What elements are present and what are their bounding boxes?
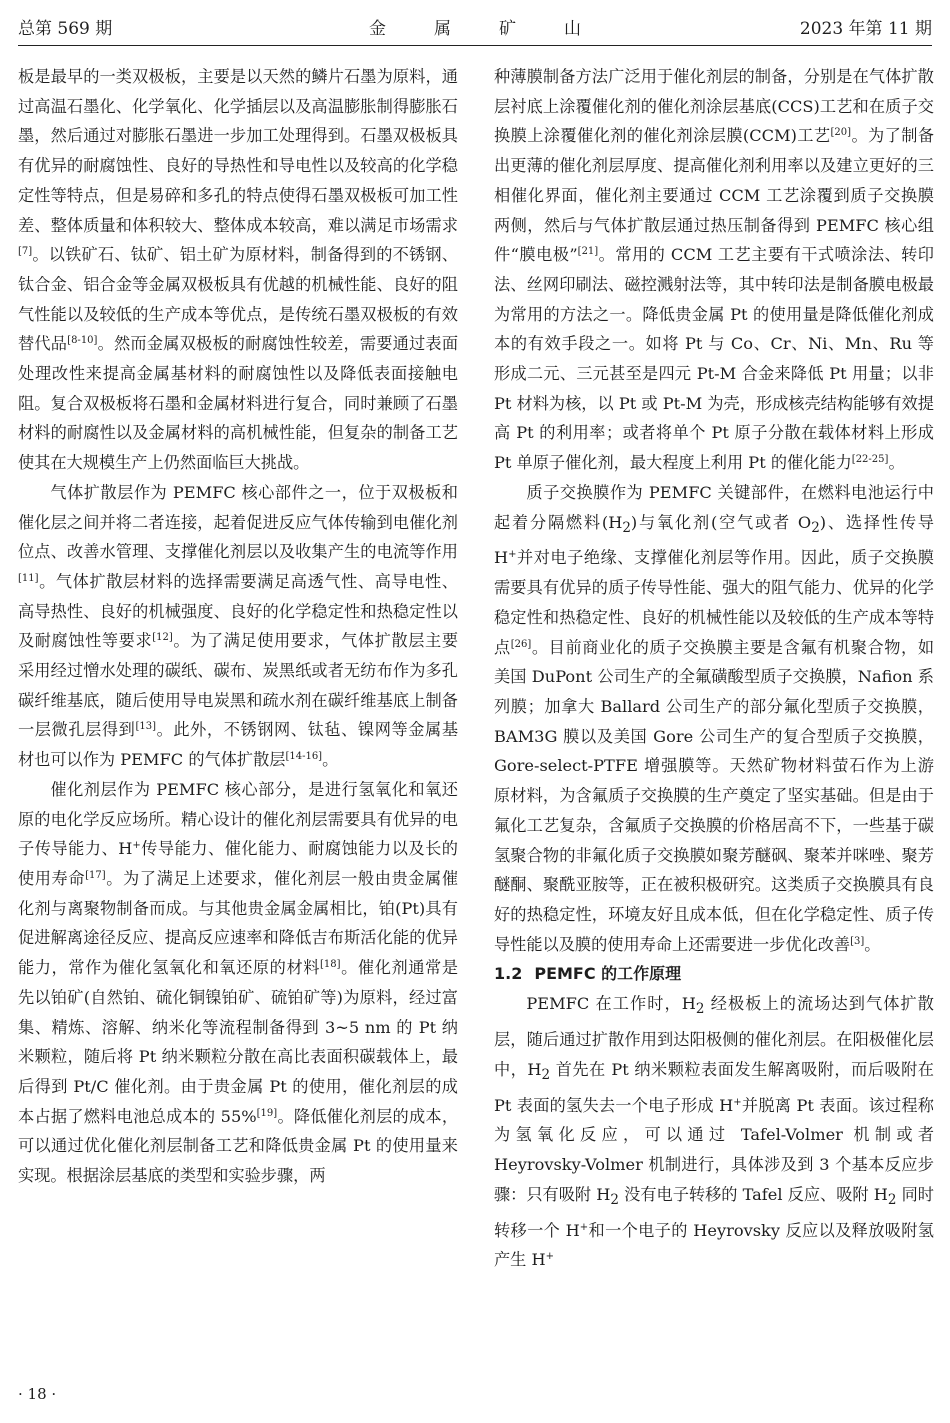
paragraph: PEMFC 在工作时，$H_2$ 经极板上的流场达到气体扩散层，随后通过扩散作用到达阳极侧的催化剂层。在阳极催化层中，$H_2$ 首先在 Pt 纳米颗粒表面发生解离吸附，而后吸附在 Pt 表面的氢失去一个电子形成 H+并脱离 Pt 表面。该过程称为氢氧化反应，可以通过 Tafel-Volmer 机制或者 Heyrovsky-Volmer 机制进行，具体涉及到 3 个基本反应步骤：只有吸附 $H_2$ 没有电子转移的 Tafel 反应、吸附 $H_2$ 同时转移一个 H+和一个电子的 Heyrovsky 反应以及释放吸附氢产生 H+ [494, 994, 934, 1270]
running-header [18, 14, 932, 44]
section-title: PEMFC 的工作原理 [534, 964, 682, 984]
paragraph: 质子交换膜作为 PEMFC 关键部件，在燃料电池运行中起着分隔燃料$(H_2)$与氧化剂(空气或者 $O_2$)、选择性传导 H+并对电子绝缘、支撑催化剂层等作用。因此，质子交换膜需要具有优异的质子传导性能、强大的阻气能力、优异的化学稳定性和热稳定性、良好的机械性能以及较低的生产成本等特点[26]。目前商业化的质子交换膜主要是含氟有机聚合物，如美国 DuPont 公司生产的全氟磺酸型质子交换膜，Nafion 系列膜；加拿大 Ballard 公司生产的部分氟化型质子交换膜，BAM3G 膜以及美国 Gore 公司生产的复合型质子交换膜，Gore-select-PTFE 增强膜等。天然矿物材料萤石作为上游原材料，为含氟质子交换膜的生产奠定了坚实基础。但是由于氟化工艺复杂，含氟质子交换膜的价格居高不下，一些基于碳氢聚合物的非氟化质子交换膜如聚芳醚砜、聚苯并咪唑、聚芳醚酮、聚酰亚胺等，正在被积极研究。这类质子交换膜具有良好的热稳定性，环境友好且成本低，但在化学稳定性、质子传导性能以及膜的使用寿命上还需要进一步优化改善[3]。 [494, 482, 935, 954]
citation: [3] [850, 935, 865, 947]
header-rule [18, 45, 932, 46]
page-number: · 18 · [18, 1385, 57, 1403]
paragraph: 板是最早的一类双极板，主要是以天然的鳞片石墨为原料，通过高温石墨化、化学氧化、化学插层以及高温膨胀制得膨胀石墨，然后通过对膨胀石墨进一步加工处理得到。石墨双极板具有优异的耐腐蚀性、良好的导热性和导电性以及较高的化学稳定性等特点，但是易碎和多孔的特点使得石墨双极板可加工性差、整体质量和体积较大、整体成本较高，难以满足市场需求[7]。以铁矿石、钛矿、铝土矿为原材料，制备得到的不锈钢、钛合金、铝合金等金属双极板具有优越的机械性能、良好的阻气性能以及较低的生产成本等优点，是传统石墨双极板的有效替代品[8-10]。然而金属双极板的耐腐蚀性较差，需要通过表面处理改性来提高金属基材料的耐腐蚀性以及降低表面接触电阻。复合双极板将石墨和金属材料进行复合，同时兼顾了石墨材料的耐腐性以及金属材料的高机械性能，但复杂的制备工艺使其在大规模生产上仍然面临巨大挑战。 [18, 67, 459, 473]
citation: [11] [18, 572, 39, 584]
citation: [26] [510, 638, 532, 650]
section-heading [494, 959, 934, 989]
paragraph: 催化剂层作为 PEMFC 核心部分，是进行氢氧化和氧还原的电化学反应场所。精心设计的催化剂层需要具有优异的电子传导能力、H+传导能力、催化能力、耐腐蚀能力以及长的使用寿命[17]。为了满足上述要求，催化剂层一般由贵金属催化剂与离聚物制备而成。与其他贵金属金属相比，铂(Pt)具有促进解离途径反应、提高反应速率和降低吉布斯活化能的优异能力，常作为催化氢氧化和氧还原的材料[18]。催化剂通常是先以铂矿(自然铂、硫化铜镍铂矿、硫铂矿等)为原料，经过富集、精炼、溶解、纳米化等流程制备得到 3~5 nm 的 Pt 纳米颗粒，随后将 Pt 纳米颗粒分散在高比表面积碳载体上，最后得到 Pt/C 催化剂。由于贵金属 Pt 的使用，催化剂层的成本占据了燃料电池总成本的 55%[19]。降低催化剂层的成本，可以通过优化催化剂层制备工艺和降低贵金属 Pt 的使用量来实现。根据涂层基底的类型和实验步骤，两 [18, 779, 459, 1186]
citation: [17] [85, 869, 106, 881]
journal-name: 金属矿山 [369, 19, 629, 39]
issue-year: 2023 年第 11 期 [799, 19, 932, 39]
right-column [494, 62, 934, 1275]
issue-total: 总第 569 期 [18, 19, 113, 39]
citation: [18] [320, 959, 341, 971]
citation: [22-25] [851, 454, 889, 466]
citation: [19] [256, 1107, 278, 1119]
citation: [14-16] [285, 751, 323, 763]
citation: [21] [577, 246, 599, 258]
citation: [7] [18, 246, 33, 258]
paragraph: 种薄膜制备方法广泛用于催化剂层的制备，分别是在气体扩散层衬底上涂覆催化剂的催化剂涂层基底(CCS)工艺和在质子交换膜上涂覆催化剂的催化剂涂层膜(CCM)工艺[20]。为了制备出更薄的催化剂层厚度、提高催化剂利用率以及建立更好的三相催化界面，催化剂主要通过 CCM 工艺涂覆到质子交换膜两侧，然后与气体扩散层通过热压制备得到 PEMFC 核心组件“膜电极”[21]。常用的 CCM 工艺主要有干式喷涂法、转印法、丝网印刷法、磁控溅射法等，其中转印法是制备膜电极最为常用的方法之一。降低贵金属 Pt 的使用量是降低催化剂成本的有效手段之一。如将 Pt 与 Co、Cr、Ni、Mn、Ru 等形成二元、三元甚至是四元 Pt-M 合金来降低 Pt 用量；以非 Pt 材料为核，以 Pt 或 Pt-M 为壳，形成核壳结构能够有效提高 Pt 的利用率；或者将单个 Pt 原子分散在载体材料上形成 Pt 单原子催化剂，最大程度上利用 Pt 的催化能力[22-25]。 [494, 67, 935, 473]
paragraph: 气体扩散层作为 PEMFC 核心部件之一，位于双极板和催化层之间并将二者连接，起着促进反应气体传输到电催化剂位点、改善水管理、支撑催化剂层以及收集产生的电流等作用[11]。气体扩散层材料的选择需要满足高透气性、高导电性、高导热性、良好的机械强度、良好的化学稳定性和热稳定性以及耐腐蚀性等要求[12]。为了满足使用要求，气体扩散层主要采用经过憎水处理的碳纸、碳布、炭黑纸或者无纺布作为多孔碳纤维基底，随后使用导电炭黑和疏水剂在碳纤维基底上制备一层微孔层得到[13]。此外，不锈钢网、钛毡、镍网等金属基材也可以作为 PEMFC 的气体扩散层[14-16]。 [18, 482, 459, 770]
left-column [18, 62, 458, 1191]
citation: [20] [830, 127, 852, 139]
citation: [13] [135, 721, 156, 733]
section-number: 1.2 [494, 964, 523, 984]
citation: [8-10] [67, 335, 98, 347]
citation: [12] [152, 632, 173, 644]
